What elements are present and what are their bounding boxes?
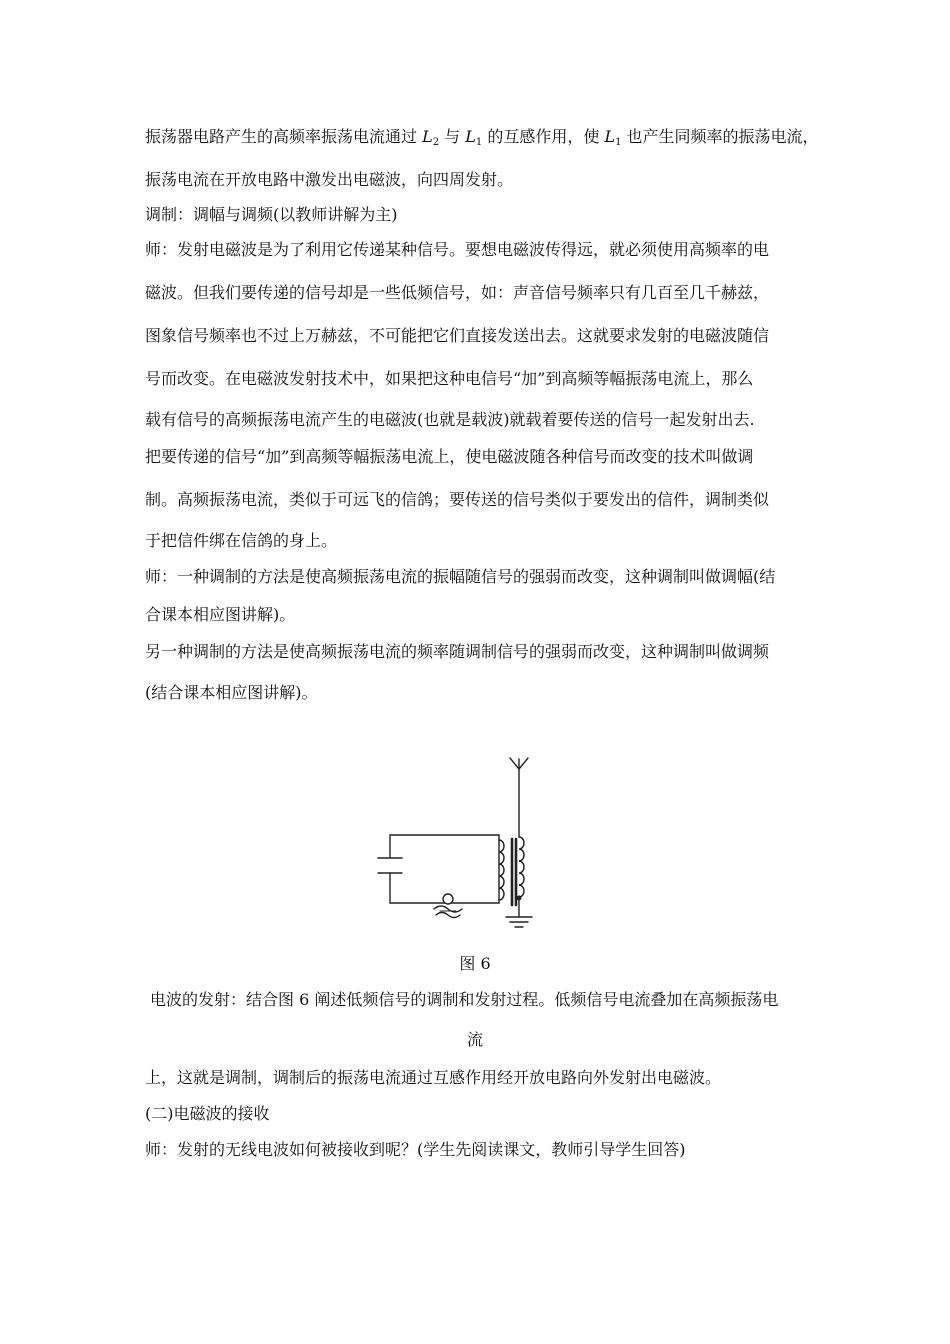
secondary-coil [519,837,524,897]
paragraph-line: 制。高频振荡电流，类似于可远飞的信鸽；要传送的信号类似于要发出的信件，调制类似 [145,490,770,509]
microphone-icon [436,913,460,918]
paragraph-line: 合课本相应图讲解)。 [145,605,296,624]
primary-coil [499,840,504,900]
inductor-l2-symbol: $L_2$ [422,127,440,148]
paragraph-line: 师：发射的无线电波如何被接收到呢？(学生先阅读课文，教师引导学生回答) [145,1140,686,1159]
section-heading: (二)电磁波的接收 [145,1104,270,1123]
paragraph-line: 于把信件绑在信鸽的身上。 [145,531,338,550]
antenna-branch [519,758,528,769]
paragraph-line: 另一种调制的方法是使高频振荡电流的频率随调制信号的强弱而改变，这种调制叫做调频 [145,642,770,661]
paragraph-line: 图象信号频率也不过上万赫兹，不可能把它们直接发送出去。这就要求发射的电磁波随信 [145,326,770,345]
paragraph-line: 电波的发射：结合图 6 阐述低频信号的调制和发射过程。低频信号电流叠加在高频振荡电 [150,990,779,1009]
paragraph-line: 师：一种调制的方法是使高频振荡电流的振幅随信号的强弱而改变，这种调制叫做调幅(结 [145,567,776,586]
paragraph-line: 师：发射电磁波是为了利用它传递某种信号。要想电磁波传得远，就必须使用高频率的电 [145,240,770,259]
paragraph-line: 把要传递的信号“加”到高频等幅振荡电流上，使电磁波随各种信号而改变的技术叫做调 [145,447,754,466]
junction-dot [517,896,522,901]
paragraph-line: 载有信号的高频振荡电流产生的电磁波(也就是载波)就载着要传送的信号一起发射出去. [145,410,755,429]
paragraph-line: 号而改变。在电磁波发射技术中，如果把这种电信号“加”到高频等幅振荡电流上，那么 [145,369,754,388]
paragraph-line: 振荡器电路产生的高频率振荡电流通过 $L_2$ 与 $L_1$ 的互感作用，使 $L_1$ 也产生同频率的振荡电流， [145,127,819,148]
inductor-l1-symbol: $L_1$ [604,127,622,148]
microphone-icon [443,894,453,904]
paragraph-line: (结合课本相应图讲解)。 [145,683,318,702]
paragraph-line: 上，这就是调制，调制后的振荡电流通过互感作用经开放电路向外发射出电磁波。 [145,1068,722,1087]
paragraph-line: 流 [466,1030,483,1049]
paragraph-line: 振荡电流在开放电路中激发出电磁波，向四周发射。 [145,170,514,189]
inductor-l1-symbol: $L_1$ [465,127,483,148]
antenna-branch [510,758,519,769]
paragraph-line: 磁波。但我们要传递的信号却是一些低频信号，如：声音信号频率只有几百至几千赫兹， [145,283,770,302]
section-heading: 调制：调幅与调频(以教师讲解为主) [145,205,398,224]
transmitter-circuit-diagram [370,755,550,935]
closed-circuit-wire [390,835,499,903]
figure-caption: 图 6 [459,954,491,973]
